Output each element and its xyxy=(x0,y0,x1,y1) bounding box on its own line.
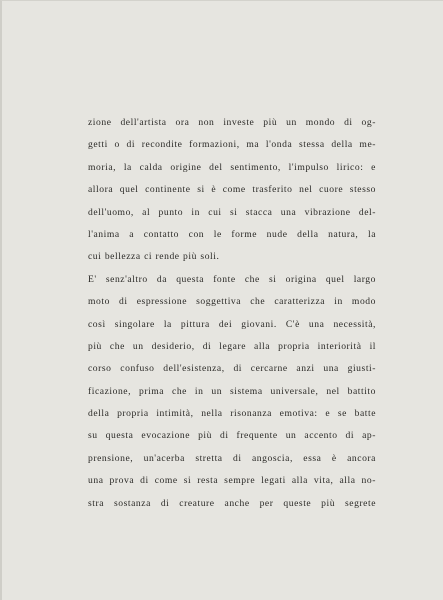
text-line: ficazione, prima che in un sistema universale, nel battito xyxy=(88,385,376,397)
text-line: su questa evocazione più di frequente un accento di ap- xyxy=(88,430,376,442)
text-line: getti o di recondite formazioni, ma l'onda stessa della me- xyxy=(88,139,376,151)
text-line: dell'uomo, al punto in cui si stacca una vibrazione del- xyxy=(88,206,376,218)
text-line: moto di espressione soggettiva che caratterizza in modo xyxy=(88,296,376,308)
text-line: moria, la calda origine del sentimento, l'impulso lirico: e xyxy=(88,161,376,173)
text-line: allora quel continente si è come trasferito nel cuore stesso xyxy=(88,184,376,196)
paragraph-1 xyxy=(88,112,376,269)
text-line: E' senz'altro da questa fonte che si origina quel largo xyxy=(88,273,376,285)
text-line: più che un desiderio, di legare alla propria interiorità il xyxy=(88,340,376,352)
text-line: una prova di come si resta sempre legati alla vita, alla no- xyxy=(88,475,376,487)
text-line: stra sostanza di creature anche per queste più segrete xyxy=(88,497,376,509)
text-line: così singolare la pittura dei giovani. C'è una necessità, xyxy=(88,318,376,330)
body-text xyxy=(88,112,376,515)
text-line: corso confuso dell'esistenza, di cercarne anzi una giusti- xyxy=(88,363,376,375)
text-line: zione dell'artista ora non investe più un mondo di og- xyxy=(88,117,376,128)
text-line: cui bellezza ci rende più soli. xyxy=(88,251,220,263)
text-line: della propria intimità, nella risonanza emotiva: e se batte xyxy=(88,408,376,420)
text-line: prensione, un'acerba stretta di angoscia, essa è ancora xyxy=(88,452,376,464)
paragraph-2 xyxy=(88,269,376,515)
text-line: l'anima a contatto con le forme nude della natura, la xyxy=(88,228,376,240)
